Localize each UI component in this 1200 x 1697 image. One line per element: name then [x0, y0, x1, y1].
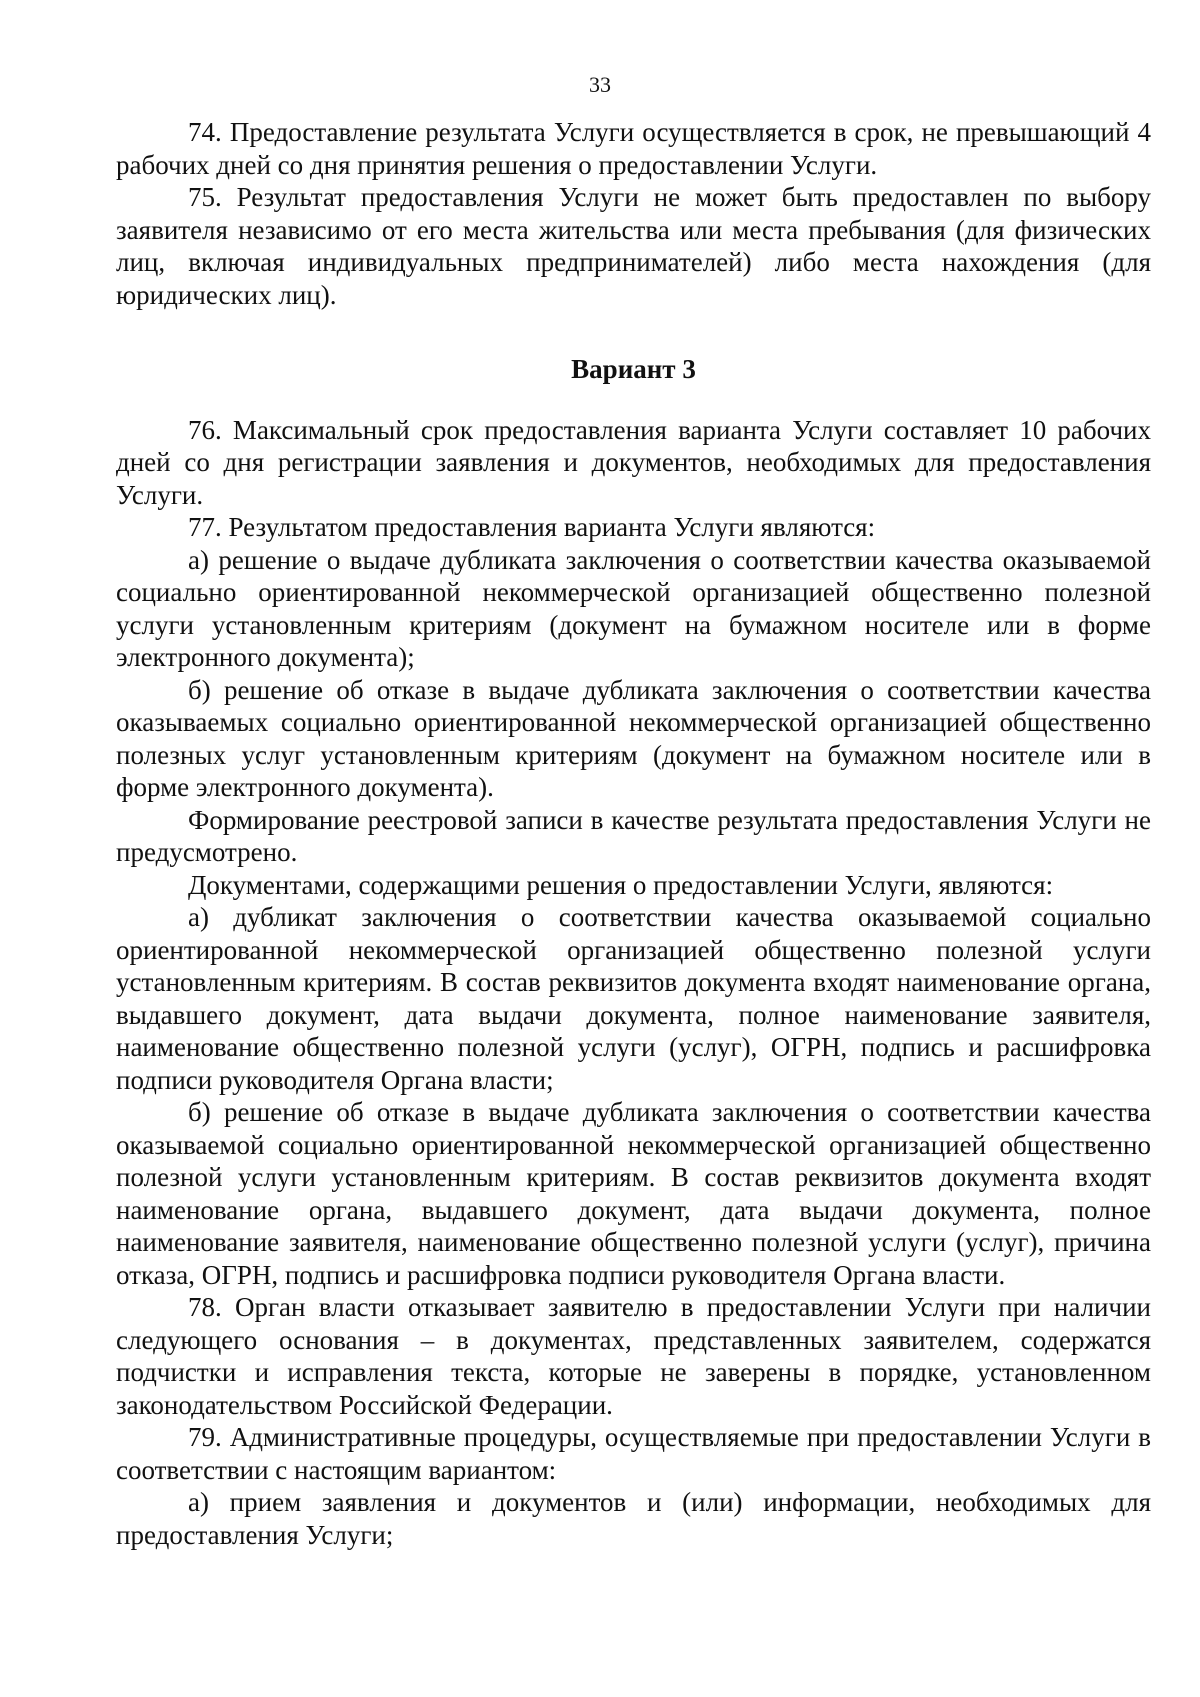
paragraph-79-item-a: а) прием заявления и документов и (или) информации, необходимых для предоставления Услуги; [116, 1487, 1151, 1550]
paragraph-documents-item-b: б) решение об отказе в выдаче дубликата заключения о соответствии качества оказываемой социально ориентированной некоммерческой организацией общественно полезной услуги установленным критериям. В состав реквизитов документа входят наименование органа, выдавшего документ, дата выдачи документа, полное наименование заявителя, наименование общественно полезной услуги (услуг), причина отказа, ОГРН, подпись и расшифровка подписи руководителя Органа власти. [116, 1097, 1151, 1290]
paragraph-77-item-a: а) решение о выдаче дубликата заключения о соответствии качества оказываемой социально ориентированной некоммерческой организацией общественно полезной услуги установленным критериям (документ на бумажном носителе или в форме электронного документа); [116, 544, 1151, 672]
page-number: 33 [589, 72, 611, 97]
paragraph-77: 77. Результатом предоставления варианта Услуги являются: [188, 512, 876, 542]
paragraph-documents-intro: Документами, содержащими решения о предоставлении Услуги, являются: [188, 869, 1054, 900]
paragraph-75: 75. Результат предоставления Услуги не может быть предоставлен по выбору заявителя независимо от его места жительства или места пребывания (для физических лиц, включая индивидуальных предпринимателей) либо места нахождения (для юридических лиц). [116, 182, 1151, 310]
paragraph-77-item-b: б) решение об отказе в выдаче дубликата заключения о соответствии качества оказываемых социально ориентированной некоммерческой организацией общественно полезных услуг установленным критериям (документ на бумажном носителе или в форме электронного документа). [116, 674, 1151, 802]
paragraph-78: 78. Орган власти отказывает заявителю в предоставлении Услуги при наличии следующего основания – в документах, представленных заявителем, содержатся подчистки и исправления текста, которые не заверены в порядке, установленном законодательством Российской Федерации. [116, 1292, 1151, 1420]
paragraph-documents-item-a: а) дубликат заключения о соответствии качества оказываемой социально ориентированной некоммерческой организацией общественно полезной услуги установленным критериям. В состав реквизитов документа входят наименование органа, выдавшего документ, дата выдачи документа, полное наименование заявителя, наименование общественно полезной услуги (услуг), ОГРН, подпись и расшифровка подписи руководителя Органа власти; [116, 902, 1151, 1095]
paragraph-76: 76. Максимальный срок предоставления варианта Услуги составляет 10 рабочих дней со дня регистрации заявления и документов, необходимых для предоставления Услуги. [116, 414, 1151, 510]
paragraph-79: 79. Административные процедуры, осуществляемые при предоставлении Услуги в соответствии с настоящим вариантом: [116, 1422, 1151, 1485]
section-heading-variant-3: Вариант 3 [571, 354, 696, 384]
paragraph-registry-record: Формирование реестровой записи в качестве результата предоставления Услуги не предусмотрено. [116, 804, 1151, 867]
document-body [116, 116, 1151, 1551]
paragraph-74: 74. Предоставление результата Услуги осуществляется в срок, не превышающий 4 рабочих дней со дня принятия решения о предоставлении Услуги. [116, 117, 1151, 180]
